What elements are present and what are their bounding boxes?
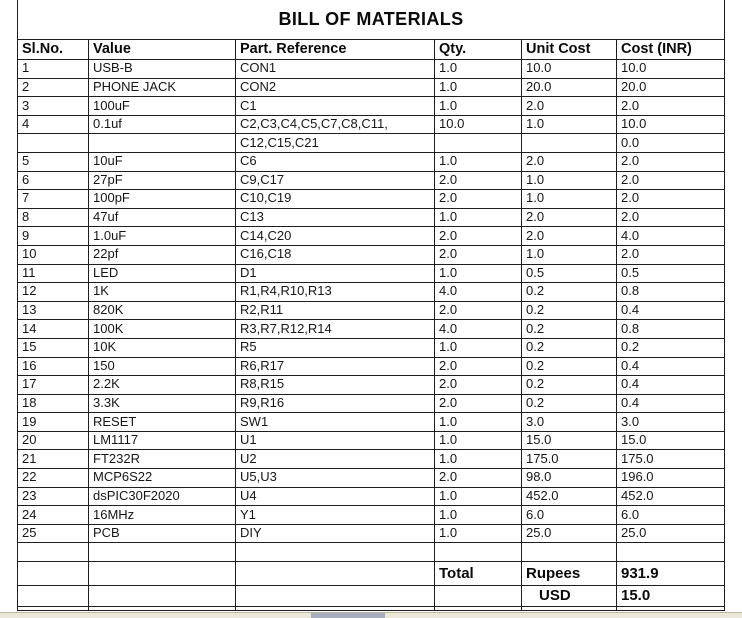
cell-cost-inr: 2.0 <box>617 190 725 209</box>
cell-qty: 1.0 <box>435 60 522 79</box>
cell-part-reference: C16,C18 <box>236 245 435 264</box>
cell-value: 22pf <box>89 245 236 264</box>
cell-cost-inr: 2.0 <box>617 245 725 264</box>
cell-unit-cost: 0.5 <box>522 264 617 283</box>
cell-cost-inr: 15.0 <box>617 431 725 450</box>
cell-part-reference: C14,C20 <box>236 227 435 246</box>
cell-value <box>89 562 236 586</box>
cell-cost-inr: 0.4 <box>617 394 725 413</box>
cell-qty: 1.0 <box>435 487 522 506</box>
table-row <box>18 320 725 339</box>
cell-sl-no <box>18 607 89 611</box>
cell-unit-cost: Rupees <box>522 562 617 586</box>
cell-cost-inr: 0.4 <box>617 357 725 376</box>
cell-sl-no: 17 <box>18 376 89 395</box>
column-header-qty: Qty. <box>435 40 522 60</box>
cell-part-reference: C13 <box>236 208 435 227</box>
table-row <box>18 450 725 469</box>
cell-value: PCB <box>89 524 236 543</box>
cell-sl-no <box>18 543 89 562</box>
cell-unit-cost: 0.2 <box>522 283 617 302</box>
cell-part-reference: Y1 <box>236 506 435 525</box>
cell-sl-no: 21 <box>18 450 89 469</box>
cell-part-reference: DIY <box>236 524 435 543</box>
cell-value: 10K <box>89 338 236 357</box>
cell-value: 10uF <box>89 152 236 171</box>
cell-part-reference: U1 <box>236 431 435 450</box>
cell-sl-no: 7 <box>18 190 89 209</box>
cell-part-reference: C9,C17 <box>236 171 435 190</box>
cell-sl-no: 2 <box>18 78 89 97</box>
cell-value: LM1117 <box>89 431 236 450</box>
cell-unit-cost: 3.0 <box>522 413 617 432</box>
cell-unit-cost: 2.0 <box>522 227 617 246</box>
cell-cost-inr: 0.4 <box>617 301 725 320</box>
cell-part-reference: D1 <box>236 264 435 283</box>
cell-unit-cost: USD <box>522 586 617 607</box>
cell-qty: 2.0 <box>435 357 522 376</box>
table-row <box>18 227 725 246</box>
table-row <box>18 264 725 283</box>
cell-value: 1.0uF <box>89 227 236 246</box>
cell-value <box>89 586 236 607</box>
cell-unit-cost: 15.0 <box>522 431 617 450</box>
cell-cost-inr: 0.2 <box>617 338 725 357</box>
cell-part-reference <box>236 543 435 562</box>
cell-qty: 1.0 <box>435 152 522 171</box>
cell-sl-no: 25 <box>18 524 89 543</box>
cell-value: 100uF <box>89 97 236 116</box>
cell-cost-inr: 20.0 <box>617 78 725 97</box>
cell-cost-inr: 0.0 <box>617 134 725 153</box>
table-row <box>18 134 725 153</box>
cell-value: 100pF <box>89 190 236 209</box>
cell-sl-no: 24 <box>18 506 89 525</box>
cell-cost-inr: 2.0 <box>617 208 725 227</box>
cell-cost-inr: 2.0 <box>617 97 725 116</box>
cell-qty: 10.0 <box>435 115 522 134</box>
cell-cost-inr: 10.0 <box>617 115 725 134</box>
cell-part-reference: C10,C19 <box>236 190 435 209</box>
cell-sl-no <box>18 586 89 607</box>
cell-value: 150 <box>89 357 236 376</box>
cell-qty: 1.0 <box>435 524 522 543</box>
cell-qty: Total <box>435 562 522 586</box>
cell-value: USB-B <box>89 60 236 79</box>
cell-part-reference: CON1 <box>236 60 435 79</box>
cell-cost-inr: 0.8 <box>617 320 725 339</box>
table-row <box>18 97 725 116</box>
cell-cost-inr: 2.0 <box>617 171 725 190</box>
title-row <box>18 0 725 40</box>
cell-value: dsPIC30F2020 <box>89 487 236 506</box>
cell-qty: 1.0 <box>435 450 522 469</box>
cell-cost-inr: 15.0 <box>617 586 725 607</box>
table-row <box>18 190 725 209</box>
cell-part-reference <box>236 586 435 607</box>
cell-value: PHONE JACK <box>89 78 236 97</box>
cell-unit-cost: 0.2 <box>522 376 617 395</box>
cell-sl-no: 15 <box>18 338 89 357</box>
cell-unit-cost: 1.0 <box>522 190 617 209</box>
cell-unit-cost <box>522 607 617 611</box>
cell-unit-cost: 0.2 <box>522 320 617 339</box>
cell-qty: 1.0 <box>435 431 522 450</box>
cell-unit-cost: 2.0 <box>522 208 617 227</box>
cell-value <box>89 134 236 153</box>
table-row <box>18 152 725 171</box>
cell-qty: 1.0 <box>435 413 522 432</box>
cell-unit-cost: 10.0 <box>522 60 617 79</box>
cell-part-reference: R9,R16 <box>236 394 435 413</box>
cell-qty: 1.0 <box>435 208 522 227</box>
cell-value: 47uf <box>89 208 236 227</box>
cell-part-reference: U5,U3 <box>236 469 435 488</box>
cell-qty: 2.0 <box>435 227 522 246</box>
cell-cost-inr: 2.0 <box>617 152 725 171</box>
table-row <box>18 78 725 97</box>
cell-unit-cost: 0.2 <box>522 338 617 357</box>
cell-sl-no: 18 <box>18 394 89 413</box>
cell-sl-no: 16 <box>18 357 89 376</box>
cell-unit-cost: 2.0 <box>522 152 617 171</box>
column-header-unit-cost: Unit Cost <box>522 40 617 60</box>
cell-sl-no: 19 <box>18 413 89 432</box>
cell-value: 2.2K <box>89 376 236 395</box>
cell-part-reference: SW1 <box>236 413 435 432</box>
cell-value: 0.1uf <box>89 115 236 134</box>
cell-cost-inr <box>617 607 725 611</box>
cell-sl-no: 3 <box>18 97 89 116</box>
cell-qty: 2.0 <box>435 301 522 320</box>
cell-unit-cost: 1.0 <box>522 245 617 264</box>
cell-unit-cost: 175.0 <box>522 450 617 469</box>
table-row <box>18 413 725 432</box>
cell-part-reference: R6,R17 <box>236 357 435 376</box>
cell-sl-no: 11 <box>18 264 89 283</box>
cell-sl-no: 13 <box>18 301 89 320</box>
cell-cost-inr <box>617 543 725 562</box>
cell-part-reference: C6 <box>236 152 435 171</box>
cell-cost-inr: 25.0 <box>617 524 725 543</box>
table-row <box>18 376 725 395</box>
cell-cost-inr: 175.0 <box>617 450 725 469</box>
cell-unit-cost: 452.0 <box>522 487 617 506</box>
cell-value: LED <box>89 264 236 283</box>
cell-sl-no: 6 <box>18 171 89 190</box>
cell-qty: 1.0 <box>435 506 522 525</box>
table-row <box>18 245 725 264</box>
table-row <box>18 60 725 79</box>
bom-body <box>18 0 725 611</box>
cell-qty: 2.0 <box>435 376 522 395</box>
horizontal-scrollbar-thumb[interactable] <box>311 613 385 618</box>
cell-cost-inr: 196.0 <box>617 469 725 488</box>
cell-part-reference: R5 <box>236 338 435 357</box>
cell-part-reference <box>236 562 435 586</box>
header-row <box>18 40 725 60</box>
cell-qty: 1.0 <box>435 78 522 97</box>
cell-value: 1K <box>89 283 236 302</box>
cell-value: FT232R <box>89 450 236 469</box>
cell-sl-no: 8 <box>18 208 89 227</box>
cell-cost-inr: 452.0 <box>617 487 725 506</box>
column-header-sl-no: Sl.No. <box>18 40 89 60</box>
cell-sl-no: 14 <box>18 320 89 339</box>
cell-value: 16MHz <box>89 506 236 525</box>
table-row <box>18 357 725 376</box>
cell-sl-no: 10 <box>18 245 89 264</box>
cell-cost-inr: 931.9 <box>617 562 725 586</box>
cell-unit-cost: 98.0 <box>522 469 617 488</box>
cell-part-reference: R1,R4,R10,R13 <box>236 283 435 302</box>
cell-value: MCP6S22 <box>89 469 236 488</box>
cell-unit-cost <box>522 543 617 562</box>
table-row <box>18 543 725 562</box>
column-header-cost-inr: Cost (INR) <box>617 40 725 60</box>
cell-part-reference: U2 <box>236 450 435 469</box>
cell-unit-cost: 6.0 <box>522 506 617 525</box>
table-row <box>18 562 725 586</box>
cell-unit-cost: 1.0 <box>522 171 617 190</box>
cell-value: 100K <box>89 320 236 339</box>
cell-sl-no: 12 <box>18 283 89 302</box>
cell-cost-inr: 0.5 <box>617 264 725 283</box>
cell-qty: 2.0 <box>435 469 522 488</box>
cell-qty: 1.0 <box>435 338 522 357</box>
cell-qty <box>435 134 522 153</box>
cell-sl-no <box>18 562 89 586</box>
table-row <box>18 283 725 302</box>
horizontal-scrollbar-track[interactable] <box>0 612 742 618</box>
cell-qty: 2.0 <box>435 171 522 190</box>
cell-unit-cost: 25.0 <box>522 524 617 543</box>
table-row <box>18 115 725 134</box>
cell-unit-cost: 20.0 <box>522 78 617 97</box>
cell-part-reference: R2,R11 <box>236 301 435 320</box>
table-row <box>18 394 725 413</box>
cell-qty: 1.0 <box>435 264 522 283</box>
cell-unit-cost: 2.0 <box>522 97 617 116</box>
table-row <box>18 524 725 543</box>
cell-qty: 4.0 <box>435 283 522 302</box>
cell-sl-no: 22 <box>18 469 89 488</box>
cell-cost-inr: 4.0 <box>617 227 725 246</box>
cell-sl-no: 20 <box>18 431 89 450</box>
cell-part-reference: CON2 <box>236 78 435 97</box>
cell-cost-inr: 0.8 <box>617 283 725 302</box>
cell-part-reference <box>236 607 435 611</box>
table-row <box>18 607 725 611</box>
table-row <box>18 506 725 525</box>
cell-qty <box>435 586 522 607</box>
cell-unit-cost: 0.2 <box>522 394 617 413</box>
column-header-value: Value <box>89 40 236 60</box>
cell-value <box>89 607 236 611</box>
cell-qty: 2.0 <box>435 394 522 413</box>
cell-qty: 1.0 <box>435 97 522 116</box>
cell-part-reference: C2,C3,C4,C5,C7,C8,C11, <box>236 115 435 134</box>
cell-part-reference: R8,R15 <box>236 376 435 395</box>
cell-value: 820K <box>89 301 236 320</box>
table-row <box>18 431 725 450</box>
table-row <box>18 208 725 227</box>
table-row <box>18 338 725 357</box>
cell-cost-inr: 3.0 <box>617 413 725 432</box>
table-row <box>18 301 725 320</box>
cell-part-reference: C12,C15,C21 <box>236 134 435 153</box>
cell-sl-no: 23 <box>18 487 89 506</box>
cell-unit-cost: 1.0 <box>522 115 617 134</box>
column-header-part-reference: Part. Reference <box>236 40 435 60</box>
cell-sl-no: 5 <box>18 152 89 171</box>
table-row <box>18 487 725 506</box>
cell-part-reference: C1 <box>236 97 435 116</box>
cell-value: RESET <box>89 413 236 432</box>
cell-cost-inr: 0.4 <box>617 376 725 395</box>
page-title: BILL OF MATERIALS <box>18 0 725 40</box>
cell-qty: 2.0 <box>435 245 522 264</box>
cell-cost-inr: 10.0 <box>617 60 725 79</box>
cell-part-reference: U4 <box>236 487 435 506</box>
cell-value: 3.3K <box>89 394 236 413</box>
cell-sl-no <box>18 134 89 153</box>
table-row <box>18 586 725 607</box>
cell-cost-inr: 6.0 <box>617 506 725 525</box>
cell-value <box>89 543 236 562</box>
cell-sl-no: 9 <box>18 227 89 246</box>
table-row <box>18 469 725 488</box>
bill-of-materials-table <box>17 0 725 611</box>
cell-qty <box>435 543 522 562</box>
cell-unit-cost: 0.2 <box>522 301 617 320</box>
cell-sl-no: 4 <box>18 115 89 134</box>
cell-sl-no: 1 <box>18 60 89 79</box>
cell-value: 27pF <box>89 171 236 190</box>
cell-qty: 4.0 <box>435 320 522 339</box>
cell-unit-cost <box>522 134 617 153</box>
cell-qty: 2.0 <box>435 190 522 209</box>
cell-unit-cost: 0.2 <box>522 357 617 376</box>
cell-part-reference: R3,R7,R12,R14 <box>236 320 435 339</box>
table-row <box>18 171 725 190</box>
cell-qty <box>435 607 522 611</box>
